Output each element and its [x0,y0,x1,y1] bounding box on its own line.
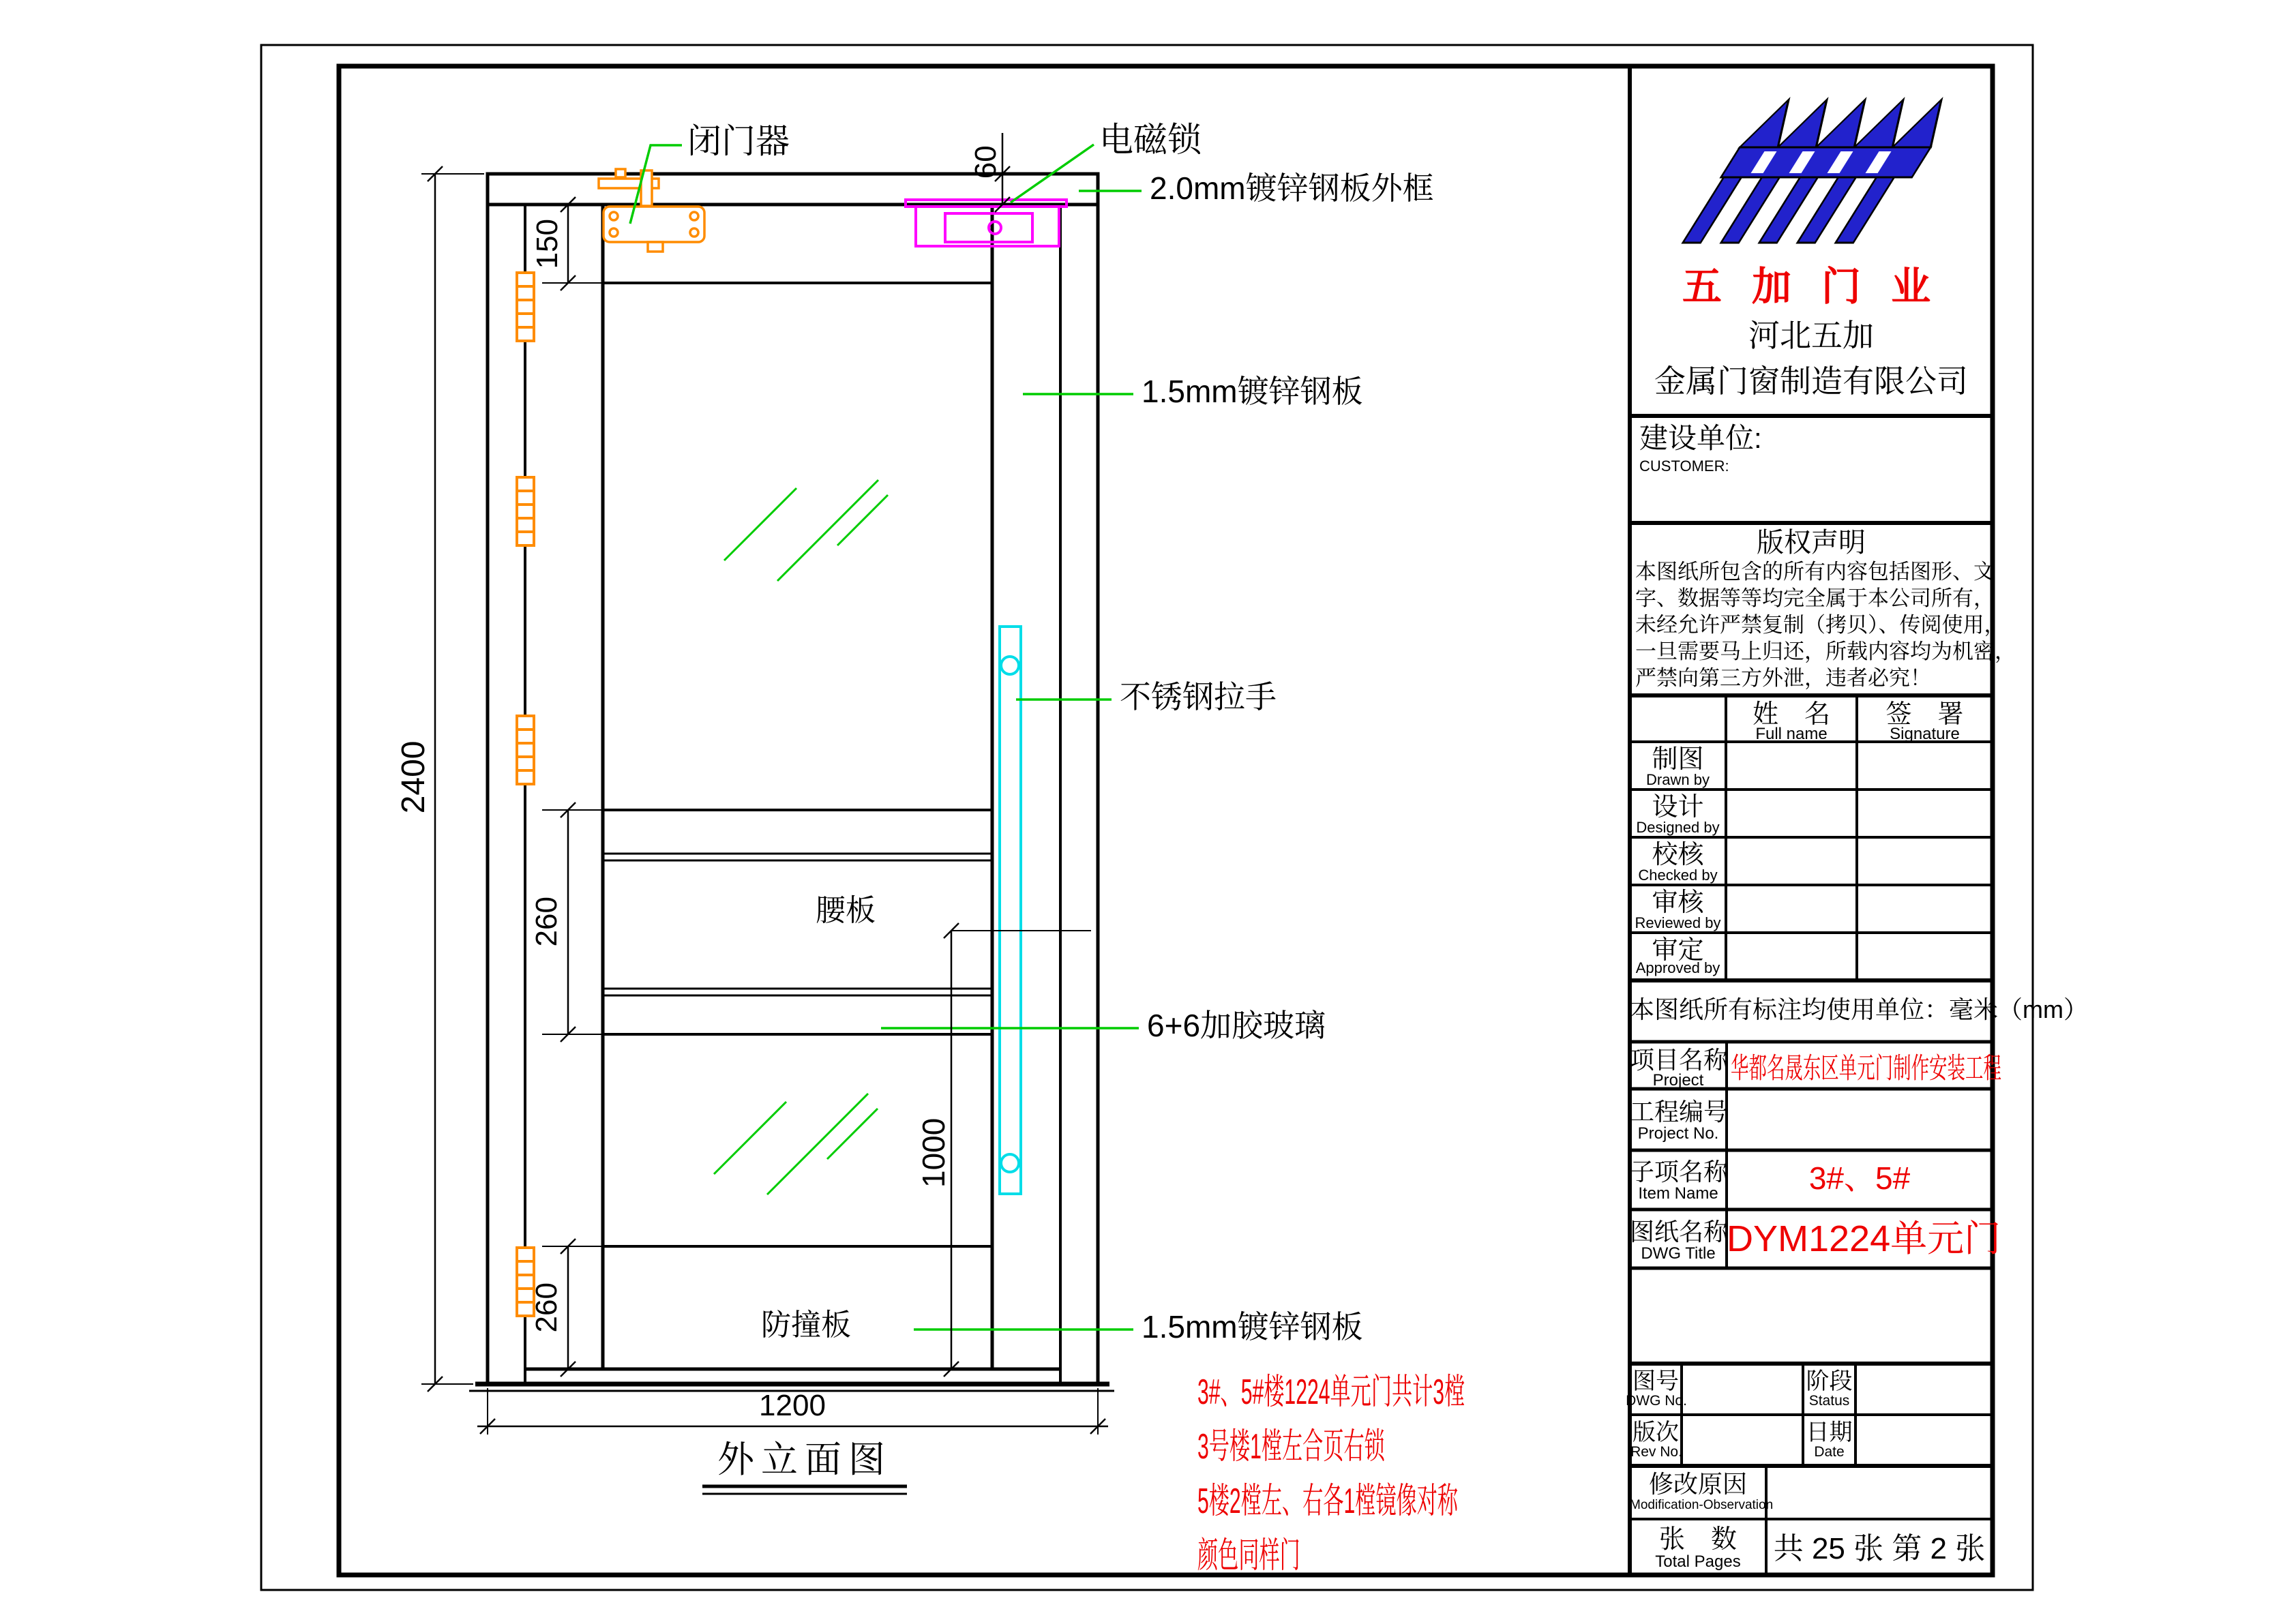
view-title: 外立面图 [717,1439,892,1480]
company-name-line1: 河北五加 [1748,318,1874,353]
note-line-3: 5楼2樘左、右各1樘镜像对称 [1197,1482,1459,1521]
sign-row-label-en: Designed by [1636,819,1720,836]
info-label-dwg-title-en: DWG Title [1641,1244,1716,1263]
customer-label-en: CUSTOMER: [1639,457,1729,475]
modification-label-en: Modification-Observation [1630,1498,1774,1512]
info-value-item: 3#、5# [1808,1160,1911,1196]
info-value-dwg-title: DYM1224单元门 [1727,1218,2001,1259]
handle-icon [1000,627,1021,1194]
label-waist-panel: 腰板 [816,894,876,927]
label-handle: 不锈钢拉手 [1120,679,1277,715]
dwg-no-label: 图号 [1632,1368,1679,1394]
dim-waist-260: 260 [530,897,564,947]
info-label-item-en: Item Name [1638,1184,1718,1203]
rev-no-label: 版次 [1632,1420,1679,1445]
label-bumper-panel: 防撞板 [761,1308,851,1342]
dim-width-1200: 1200 [759,1389,826,1422]
units-note: 本图纸所有标注均使用单位：毫米（mm） [1630,995,2088,1023]
copyright-line: 一旦需要马上归还，所载内容均为机密， [1635,640,2016,663]
copyright-line: 字、数据等等均完全属于本公司所有， [1635,586,1995,610]
info-label-project-no-en: Project No. [1637,1124,1719,1143]
sign-col-name-en: Full name [1755,725,1828,743]
note-line-4: 颜色同样门 [1197,1536,1300,1576]
magnetic-lock-icon [906,200,1067,246]
sign-row-label-en: Reviewed by [1635,914,1721,931]
info-label-project: 项目名称 [1630,1046,1729,1074]
glass-marks [714,480,888,1195]
status-label-en: Status [1808,1393,1850,1409]
sign-row-label-en: Drawn by [1646,771,1710,788]
copyright-line: 本图纸所包含的所有内容包括图形、文 [1635,560,1995,584]
customer-label: 建设单位: [1639,422,1762,454]
info-label-dwg-title: 图纸名称 [1630,1218,1729,1246]
info-label-project-en: Project [1652,1071,1704,1090]
brand-name: 五 加 门 业 [1682,265,1941,309]
dwg-no-label-en: DWG No. [1626,1393,1687,1409]
sign-row-label: 审核 [1652,888,1704,917]
date-label-en: Date [1814,1444,1845,1460]
note-line-1: 3#、5#楼1224单元门共计3樘 [1197,1372,1465,1412]
sign-row-label-en: Checked by [1638,867,1718,884]
label-outer-frame: 2.0mm镀锌钢板外框 [1150,170,1434,206]
label-glass: 6+6加胶玻璃 [1147,1008,1326,1043]
copyright-line: 严禁向第三方外泄，违者必究！ [1635,666,1931,690]
label-magnetic-lock: 电磁锁 [1099,121,1202,159]
copyright-title: 版权声明 [1757,528,1866,558]
view-title-underline [702,1486,907,1494]
label-steel-plate-lower: 1.5mm镀锌钢板 [1142,1309,1363,1345]
info-value-project: 华都名晟东区单元门制作安装工程 [1731,1052,2001,1084]
rev-no-label-en: Rev No. [1630,1444,1682,1460]
hinge-icon [517,477,534,545]
hinge-icon [517,716,534,784]
copyright-line: 未经允许严禁复制（拷贝）、传阅使用， [1635,613,2006,637]
sign-row-label: 设计 [1652,793,1704,822]
total-pages-label: 张 数 [1658,1525,1737,1554]
modification-label: 修改原因 [1648,1470,1747,1498]
sign-row-label: 校核 [1652,841,1704,869]
leader-lines [630,145,1142,1330]
dim-glass-1000: 1000 [916,1117,952,1188]
info-label-project-no: 工程编号 [1630,1098,1729,1126]
door-closer-icon [599,169,704,252]
dim-height-2400: 2400 [396,740,432,814]
status-label: 阶段 [1806,1368,1853,1394]
total-pages-label-en: Total Pages [1655,1552,1741,1571]
dim-bumper-260: 260 [530,1282,564,1333]
dim-head-150: 150 [531,219,565,269]
sign-row-label: 审定 [1652,936,1704,965]
info-label-item: 子项名称 [1630,1158,1729,1186]
sign-row-label: 制图 [1652,745,1704,774]
label-steel-plate-upper: 1.5mm镀锌钢板 [1142,374,1363,409]
sign-row-label-en: Approved by [1635,959,1720,976]
sign-col-signature-en: Signature [1890,725,1960,743]
label-door-closer: 闭门器 [687,122,790,160]
sign-col-name: 姓 名 [1752,700,1830,729]
date-label: 日期 [1806,1420,1853,1445]
total-pages-value: 共 25 张 第 2 张 [1773,1532,1986,1565]
sign-col-signature: 签 署 [1885,700,1964,729]
door-frame [469,174,1114,1391]
company-name-line2: 金属门窗制造有限公司 [1654,363,1968,399]
dim-lock-60: 60 [969,145,1003,179]
note-line-2: 3号楼1樘左合页右锁 [1197,1427,1385,1467]
company-logo-icon [1680,100,1960,243]
